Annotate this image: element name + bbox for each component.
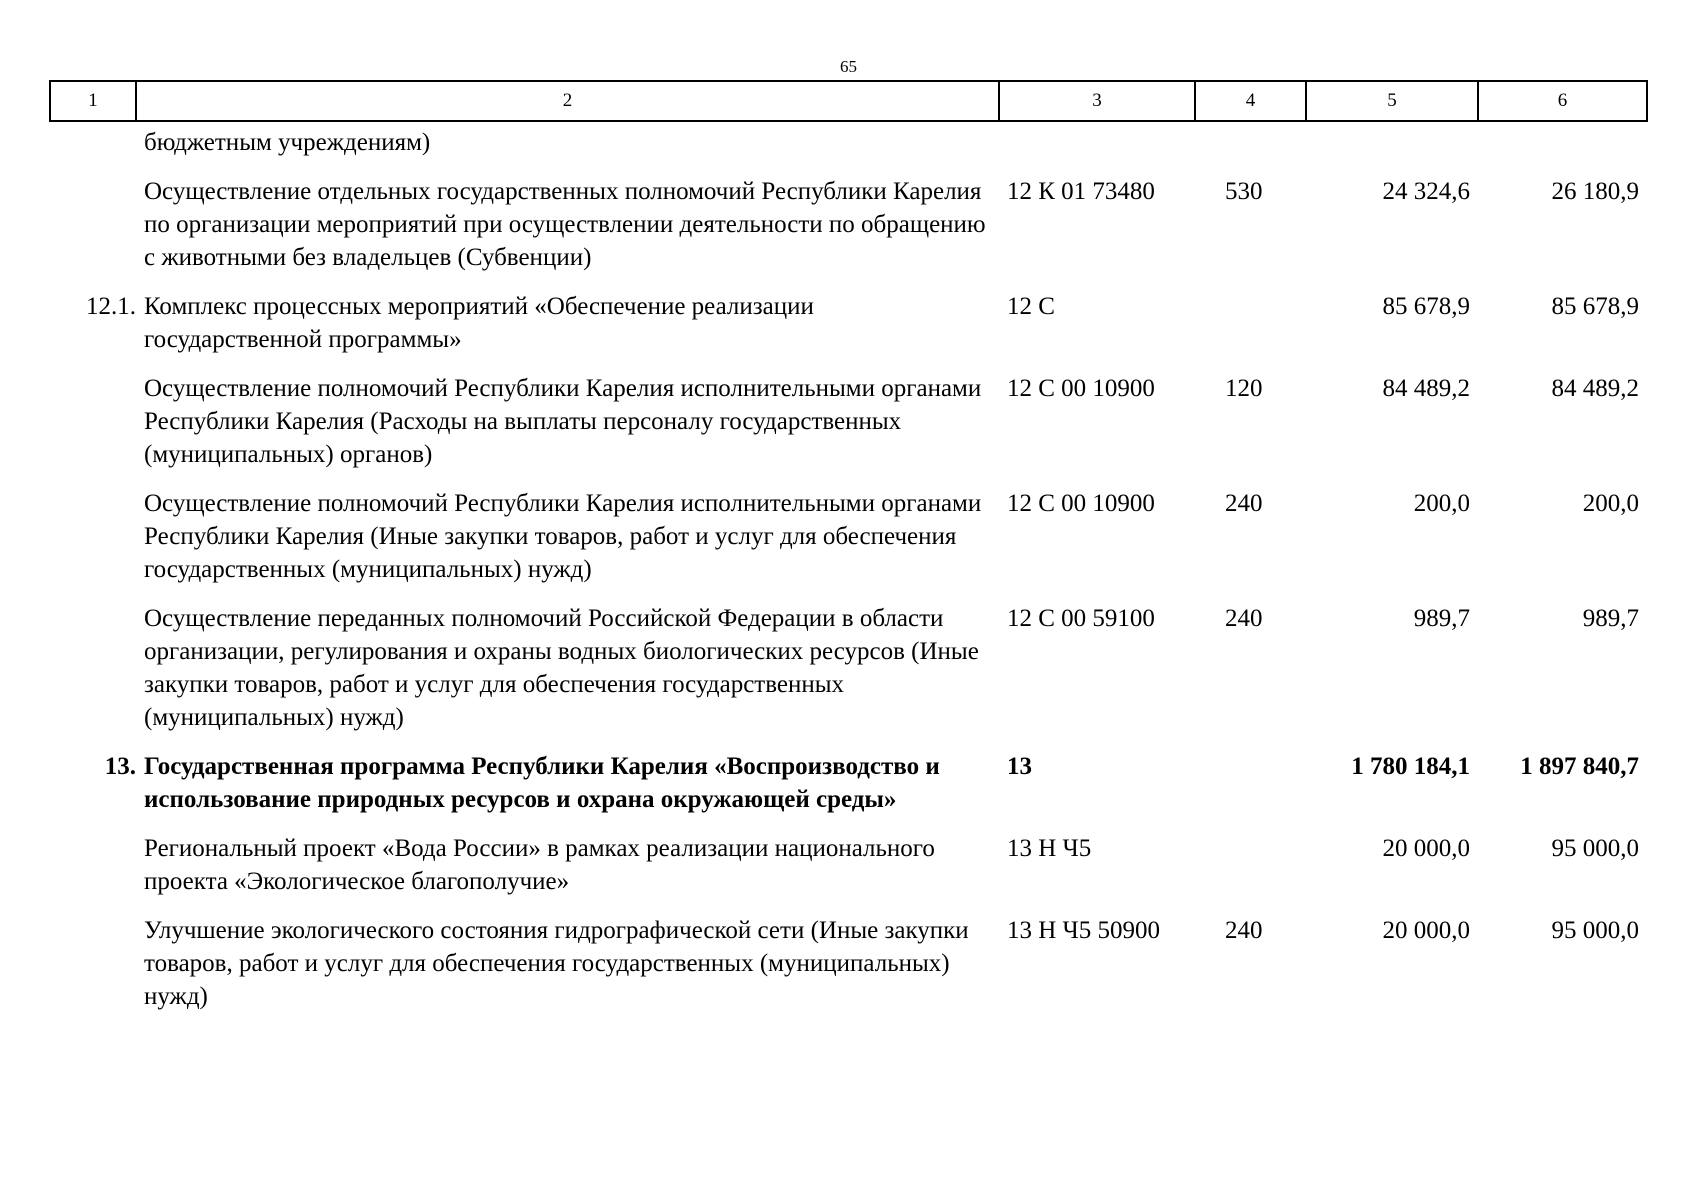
row-value-col5: 989,7 <box>1413 605 1470 632</box>
header-col-4: 4 <box>1195 81 1306 121</box>
row-value-col6: 989,7 <box>1582 605 1639 632</box>
row-code: 13 <box>1007 753 1032 780</box>
row-index <box>50 602 136 750</box>
row-index <box>50 121 136 175</box>
row-value-col5: 1 780 184,1 <box>1351 753 1470 780</box>
table-row <box>50 121 1647 175</box>
row-name: бюджетным учреждениям) <box>144 129 431 156</box>
row-value-col6: 26 180,9 <box>1551 178 1639 205</box>
table-row <box>50 832 1647 914</box>
row-name: Осуществление полномочий Республики Карелия исполнительными органами Республики Карелия (Расходы на выплаты персоналу государственных (муниципальных) органов) <box>144 375 982 468</box>
row-index <box>50 487 136 602</box>
table-row <box>50 372 1647 487</box>
header-col-6: 6 <box>1478 81 1647 121</box>
row-code: 12 С <box>1007 293 1055 320</box>
table-body <box>50 121 1647 1029</box>
row-index: 13. <box>104 753 136 780</box>
row-value-col6: 95 000,0 <box>1551 835 1639 862</box>
table-row <box>50 487 1647 602</box>
row-name: Осуществление переданных полномочий Российской Федерации в области организации, регулирования и охраны водных биологических ресурсов (Иные закупки товаров, работ и услуг для обеспечения государственных (муниципальных) нужд) <box>144 605 979 731</box>
table-row <box>50 914 1647 1029</box>
row-code: 12 С 00 10900 <box>1007 490 1155 517</box>
row-index: 12.1. <box>86 293 136 320</box>
row-name: Осуществление полномочий Республики Карелия исполнительными органами Республики Карелия (Иные закупки товаров, работ и услуг для обеспечения государственных (муниципальных) нужд) <box>144 490 982 583</box>
row-name: Государственная программа Республики Карелия «Воспроизводство и использование природных ресурсов и охрана окружающей среды» <box>144 753 940 813</box>
row-value-col5: 85 678,9 <box>1382 293 1470 320</box>
row-value-col6 <box>1478 121 1647 175</box>
row-value-col5: 24 324,6 <box>1382 178 1470 205</box>
row-name: Региональный проект «Вода России» в рамках реализации национального проекта «Экологическое благополучие» <box>144 835 935 895</box>
header-col-2: 2 <box>136 81 999 121</box>
row-code: 12 К 01 73480 <box>1007 178 1155 205</box>
row-value-col6: 85 678,9 <box>1551 293 1639 320</box>
header-row <box>50 81 1647 121</box>
row-name: Комплекс процессных мероприятий «Обеспечение реализации государственной программы» <box>144 293 814 353</box>
budget-table <box>49 80 1648 1029</box>
row-expense-type <box>1195 750 1306 832</box>
row-code: 13 Н Ч5 50900 <box>1007 917 1161 944</box>
table-row <box>50 602 1647 750</box>
table-row-program <box>50 750 1647 832</box>
row-index <box>50 175 136 290</box>
table-row <box>50 290 1647 372</box>
row-value-col5: 20 000,0 <box>1382 917 1470 944</box>
row-value-col5: 20 000,0 <box>1382 835 1470 862</box>
row-expense-type <box>1195 121 1306 175</box>
row-code <box>999 121 1195 175</box>
row-value-col6: 84 489,2 <box>1551 375 1639 402</box>
row-expense-type <box>1195 832 1306 914</box>
header-col-1: 1 <box>50 81 136 121</box>
page-number: 65 <box>840 57 857 76</box>
row-value-col5: 200,0 <box>1413 490 1470 517</box>
header-col-3: 3 <box>999 81 1195 121</box>
row-index <box>50 914 136 1029</box>
row-value-col5 <box>1306 121 1478 175</box>
row-index <box>50 372 136 487</box>
row-value-col6: 95 000,0 <box>1551 917 1639 944</box>
row-expense-type: 240 <box>1225 605 1263 632</box>
row-code: 12 С 00 10900 <box>1007 375 1155 402</box>
row-expense-type: 120 <box>1225 375 1263 402</box>
table-header <box>50 81 1647 121</box>
row-value-col6: 1 897 840,7 <box>1520 753 1639 780</box>
row-expense-type <box>1195 290 1306 372</box>
row-value-col5: 84 489,2 <box>1382 375 1470 402</box>
row-value-col6: 200,0 <box>1582 490 1639 517</box>
row-code: 13 Н Ч5 <box>1007 835 1092 862</box>
header-col-5: 5 <box>1306 81 1478 121</box>
row-index <box>50 832 136 914</box>
row-name: Осуществление отдельных государственных полномочий Республики Карелия по организации мероприятий при осуществлении деятельности по обращению с животными без владельцев (Субвенции) <box>144 178 986 271</box>
table-row <box>50 175 1647 290</box>
row-expense-type: 530 <box>1225 178 1263 205</box>
row-expense-type: 240 <box>1225 490 1263 517</box>
row-expense-type: 240 <box>1225 917 1263 944</box>
row-name: Улучшение экологического состояния гидрографической сети (Иные закупки товаров, работ и услуг для обеспечения государственных (муниципальных) нужд) <box>144 917 969 1010</box>
row-code: 12 С 00 59100 <box>1007 605 1155 632</box>
